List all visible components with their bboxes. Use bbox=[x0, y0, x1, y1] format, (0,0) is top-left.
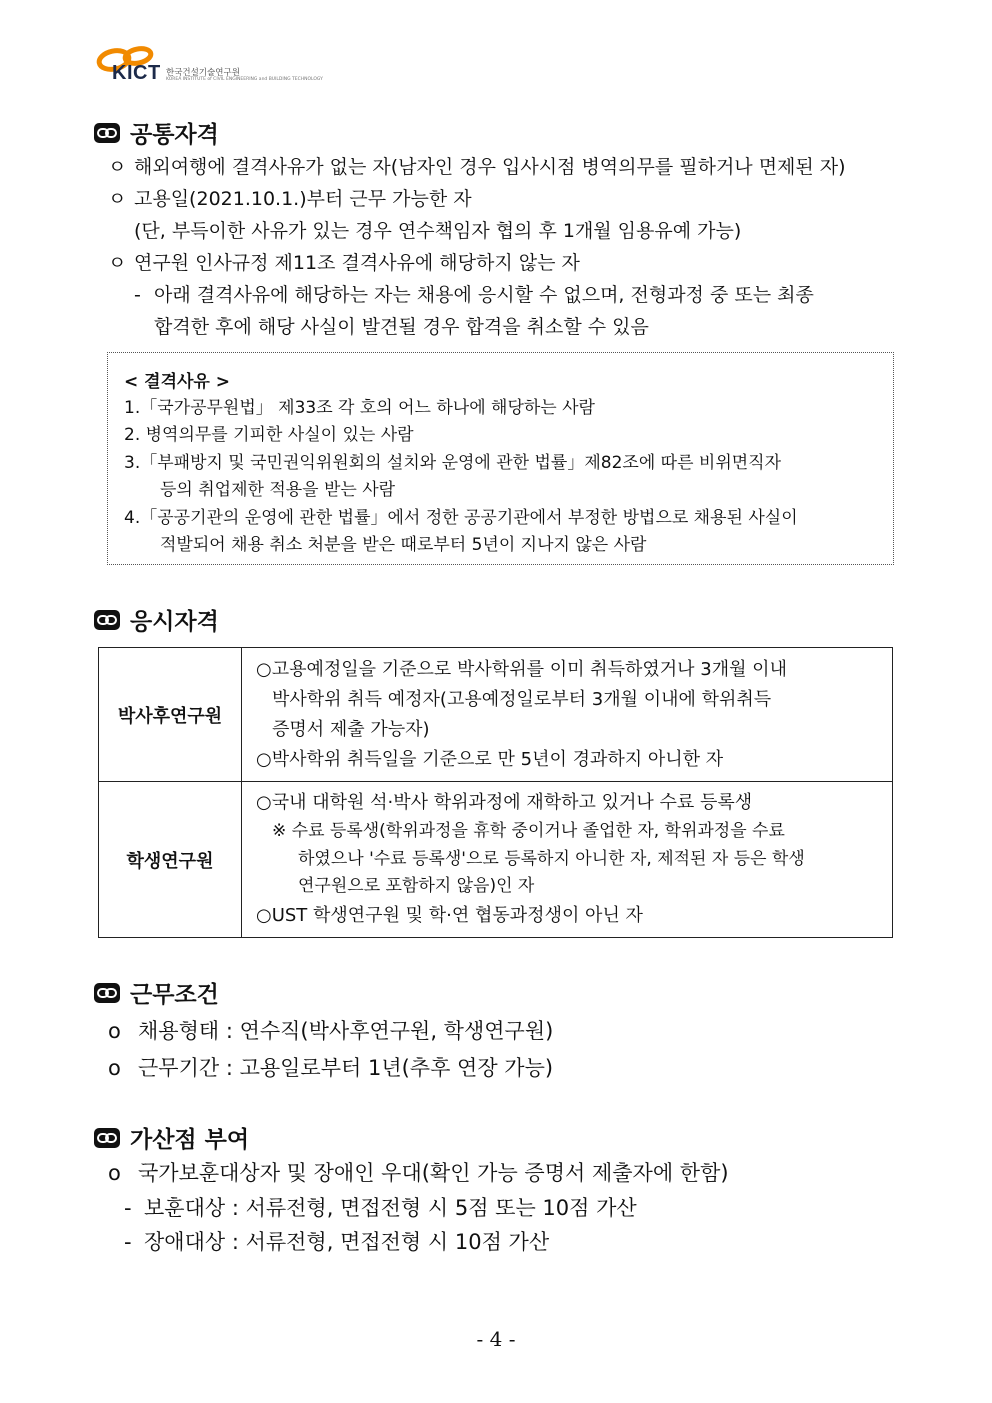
list-item-text: 해외여행에 결격사유가 없는 자(남자인 경우 입사시점 병역의무를 필하거나 면제된 자) bbox=[134, 156, 846, 178]
list-item-text: 채용형태 : 연수직(박사후연구원, 학생연구원) bbox=[138, 1019, 554, 1043]
box-line: 등의 취업제한 적용을 받는 사람 bbox=[160, 480, 396, 500]
section-title: 근무조건 bbox=[130, 982, 219, 1008]
sub-item-cont: 합격한 후에 해당 사실이 발견될 경우 합격을 취소할 수 있음 bbox=[154, 316, 649, 338]
link-icon bbox=[94, 123, 120, 143]
section-title: 공통자격 bbox=[130, 122, 219, 148]
list-item-text: 고용일(2021.10.1.)부터 근무 가능한 자 bbox=[134, 188, 472, 210]
table-row bbox=[99, 782, 893, 938]
sub-item-text: 장애대상 : 서류전형, 면접전형 시 10점 가산 bbox=[144, 1230, 550, 1254]
sub-item bbox=[134, 279, 814, 311]
bullet-circle: o bbox=[108, 1019, 121, 1043]
logo-text: KICT bbox=[112, 62, 161, 84]
row-header: 학생연구원 bbox=[99, 782, 242, 938]
logo-org-name: 한국건설기술연구원 bbox=[166, 68, 240, 78]
cell-line: ○박사학위 취득일을 기준으로 만 5년이 경과하지 아니한 자 bbox=[256, 748, 724, 770]
link-icon bbox=[94, 983, 120, 1003]
sub-item-text: 아래 결격사유에 해당하는 자는 채용에 응시할 수 없으며, 전형과정 중 또는 최종 bbox=[154, 284, 814, 306]
sub-item bbox=[124, 1190, 637, 1226]
box-line: 2. 병역의무를 기피한 사실이 있는 사람 bbox=[124, 425, 414, 445]
cell-line: ○국내 대학원 석·박사 학위과정에 재학하고 있거나 수료 등록생 bbox=[256, 792, 753, 814]
row-header: 박사후연구원 bbox=[99, 648, 242, 782]
list-item bbox=[108, 247, 580, 279]
bullet-dash: - bbox=[124, 1196, 132, 1220]
bullet-dash: - bbox=[134, 284, 141, 306]
bullet-circle: ㅇ bbox=[108, 188, 127, 210]
link-icon bbox=[94, 610, 120, 630]
cell-line: 증명서 제출 가능자) bbox=[272, 718, 430, 740]
bullet-circle: ㅇ bbox=[108, 252, 127, 274]
link-icon bbox=[94, 1128, 120, 1148]
list-item-note: (단, 부득이한 사유가 있는 경우 연수책임자 협의 후 1개월 임용유예 가능) bbox=[134, 220, 742, 242]
box-line: 적발되어 채용 취소 처분을 받은 때로부터 5년이 지나지 않은 사람 bbox=[160, 535, 647, 555]
list-item bbox=[108, 183, 472, 215]
cell-line: 박사학위 취득 예정자(고용예정일로부터 3개월 이내에 학위취득 bbox=[272, 688, 772, 710]
cell-note: ※ 수료 등록생(학위과정을 휴학 중이거나 졸업한 자, 학위과정을 수료 bbox=[272, 821, 785, 842]
box-line: 1.「국가공무원법」 제33조 각 호의 어느 하나에 해당하는 사람 bbox=[124, 398, 595, 418]
list-item-text: 국가보훈대상자 및 장애인 우대(확인 가능 증명서 제출자에 한함) bbox=[138, 1161, 729, 1185]
qualification-table bbox=[98, 647, 893, 938]
list-item-text: 연구원 인사규정 제11조 결격사유에 해당하지 않는 자 bbox=[134, 252, 580, 274]
disqualification-box bbox=[107, 352, 894, 565]
section-heading-work bbox=[94, 976, 219, 1009]
box-title: < 결격사유 > bbox=[124, 372, 231, 392]
box-line: 4.「공공기관의 운영에 관한 법률」에서 정한 공공기관에서 부정한 방법으로 채용된 사실이 bbox=[124, 508, 798, 528]
sub-item-text: 보훈대상 : 서류전형, 면접전형 시 5점 또는 10점 가산 bbox=[144, 1196, 637, 1220]
bullet-circle: ㅇ bbox=[108, 156, 127, 178]
section-heading-bonus bbox=[94, 1121, 249, 1154]
cell-note: 하였으나 '수료 등록생'으로 등록하지 아니한 자, 제적된 자 등은 학생 bbox=[298, 848, 805, 869]
box-line: 3.「부패방지 및 국민권익위원회의 설치와 운영에 관한 법률」제82조에 따른 비위면직자 bbox=[124, 453, 782, 473]
table-row bbox=[99, 648, 893, 782]
list-item-text: 근무기간 : 고용일로부터 1년(추후 연장 가능) bbox=[138, 1056, 554, 1080]
bullet-dash: - bbox=[124, 1230, 132, 1254]
page-number: - 4 - bbox=[476, 1327, 516, 1351]
list-item bbox=[108, 1155, 729, 1191]
logo-org-name-en: KOREA INSTITUTE of CIVIL ENGINEERING and BUILDING TECHNOLOGY bbox=[166, 77, 323, 82]
cell-line: ○UST 학생연구원 및 학·연 협동과정생이 아닌 자 bbox=[256, 904, 643, 926]
list-item bbox=[108, 1050, 553, 1086]
sub-item bbox=[124, 1224, 549, 1260]
section-heading-common bbox=[94, 116, 219, 149]
section-title: 응시자격 bbox=[130, 609, 219, 635]
list-item bbox=[108, 1013, 553, 1049]
section-title: 가산점 부여 bbox=[130, 1127, 250, 1153]
section-heading-qualification bbox=[94, 603, 219, 636]
row-content bbox=[242, 648, 893, 782]
list-item bbox=[108, 151, 846, 183]
row-content bbox=[242, 782, 893, 938]
bullet-circle: o bbox=[108, 1161, 121, 1185]
cell-line: ○고용예정일을 기준으로 박사학위를 이미 취득하였거나 3개월 이내 bbox=[256, 658, 787, 680]
cell-note: 연구원으로 포함하지 않음)인 자 bbox=[298, 876, 535, 897]
bullet-circle: o bbox=[108, 1056, 121, 1080]
